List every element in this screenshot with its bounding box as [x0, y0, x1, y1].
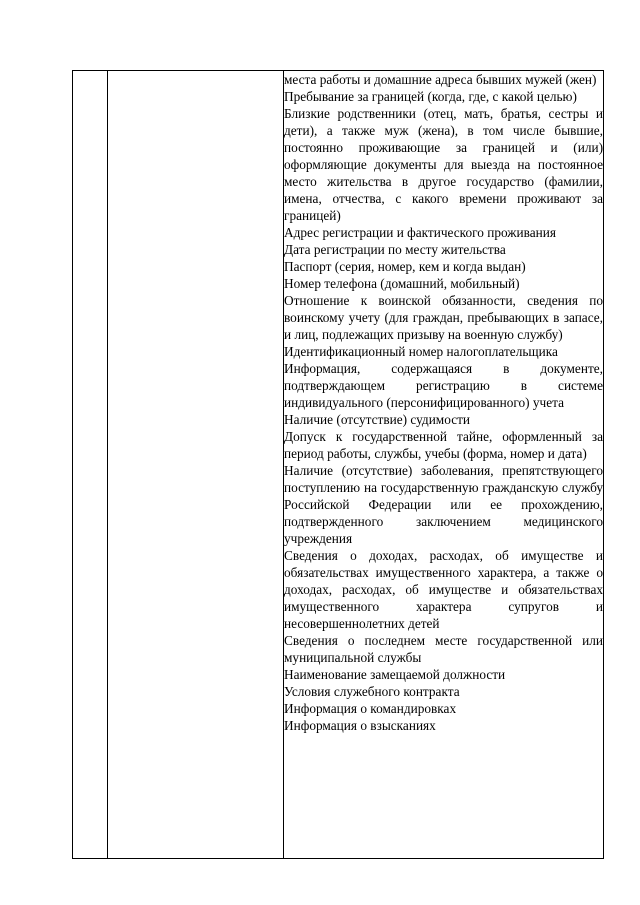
personal-data-table: [72, 70, 604, 859]
list-item: Дата регистрации по месту жительства: [284, 242, 506, 257]
list-item: Отношение к воинской обязанности, сведения по воинскому учету (для граждан, пребывающих в запасе, и лиц, подлежащих призыву на военную службу): [284, 293, 603, 342]
list-item: Информация, содержащаяся в документе, подтверждающем регистрацию в системе индивидуального (персонифицированного) учета: [284, 361, 603, 410]
list-item: Паспорт (серия, номер, кем и когда выдан): [284, 259, 526, 274]
list-item: Условия служебного контракта: [284, 684, 460, 699]
list-item: Пребывание за границей (когда, где, с какой целью): [284, 89, 577, 104]
list-item: Наличие (отсутствие) судимости: [284, 412, 471, 427]
list-item: Близкие родственники (отец, мать, братья, сестры и дети), а также муж (жена), в том числе бывшие, постоянно проживающие за границей и (или) оформляющие документы для выезда на постоянное место жительства в другое государство (фамилии, имена, отчества, с какого времени проживают за границей): [284, 106, 603, 223]
list-item: Номер телефона (домашний, мобильный): [284, 276, 520, 291]
list-item: Информация о командировках: [284, 701, 457, 716]
list-item: Информация о взысканиях: [284, 718, 436, 733]
list-item: Наличие (отсутствие) заболевания, препятствующего поступлению на государственную гражданскую службу Российской Федерации или ее прохождению, подтвержденного заключением медицинского учреждения: [284, 463, 603, 546]
list-item: Сведения о последнем месте государственной или муниципальной службы: [284, 633, 603, 665]
list-item: Наименование замещаемой должности: [284, 667, 506, 682]
list-item: Допуск к государственной тайне, оформленный за период работы, службы, учебы (форма, номер и дата): [284, 429, 603, 461]
category-cell: [108, 71, 284, 859]
table-row: [73, 71, 604, 859]
list-item: Сведения о доходах, расходах, об имуществе и обязательствах имущественного характера, а также о доходах, расходах, об имуществе и обязательствах имущественного характера супругов и несовершеннолетних детей: [284, 548, 603, 631]
list-item: Идентификационный номер налогоплательщика: [284, 344, 558, 359]
data-items-cell: [284, 71, 604, 859]
list-item: места работы и домашние адреса бывших мужей (жен): [284, 72, 597, 87]
list-item: Адрес регистрации и фактического проживания: [284, 225, 556, 240]
row-number-cell: [73, 71, 108, 859]
